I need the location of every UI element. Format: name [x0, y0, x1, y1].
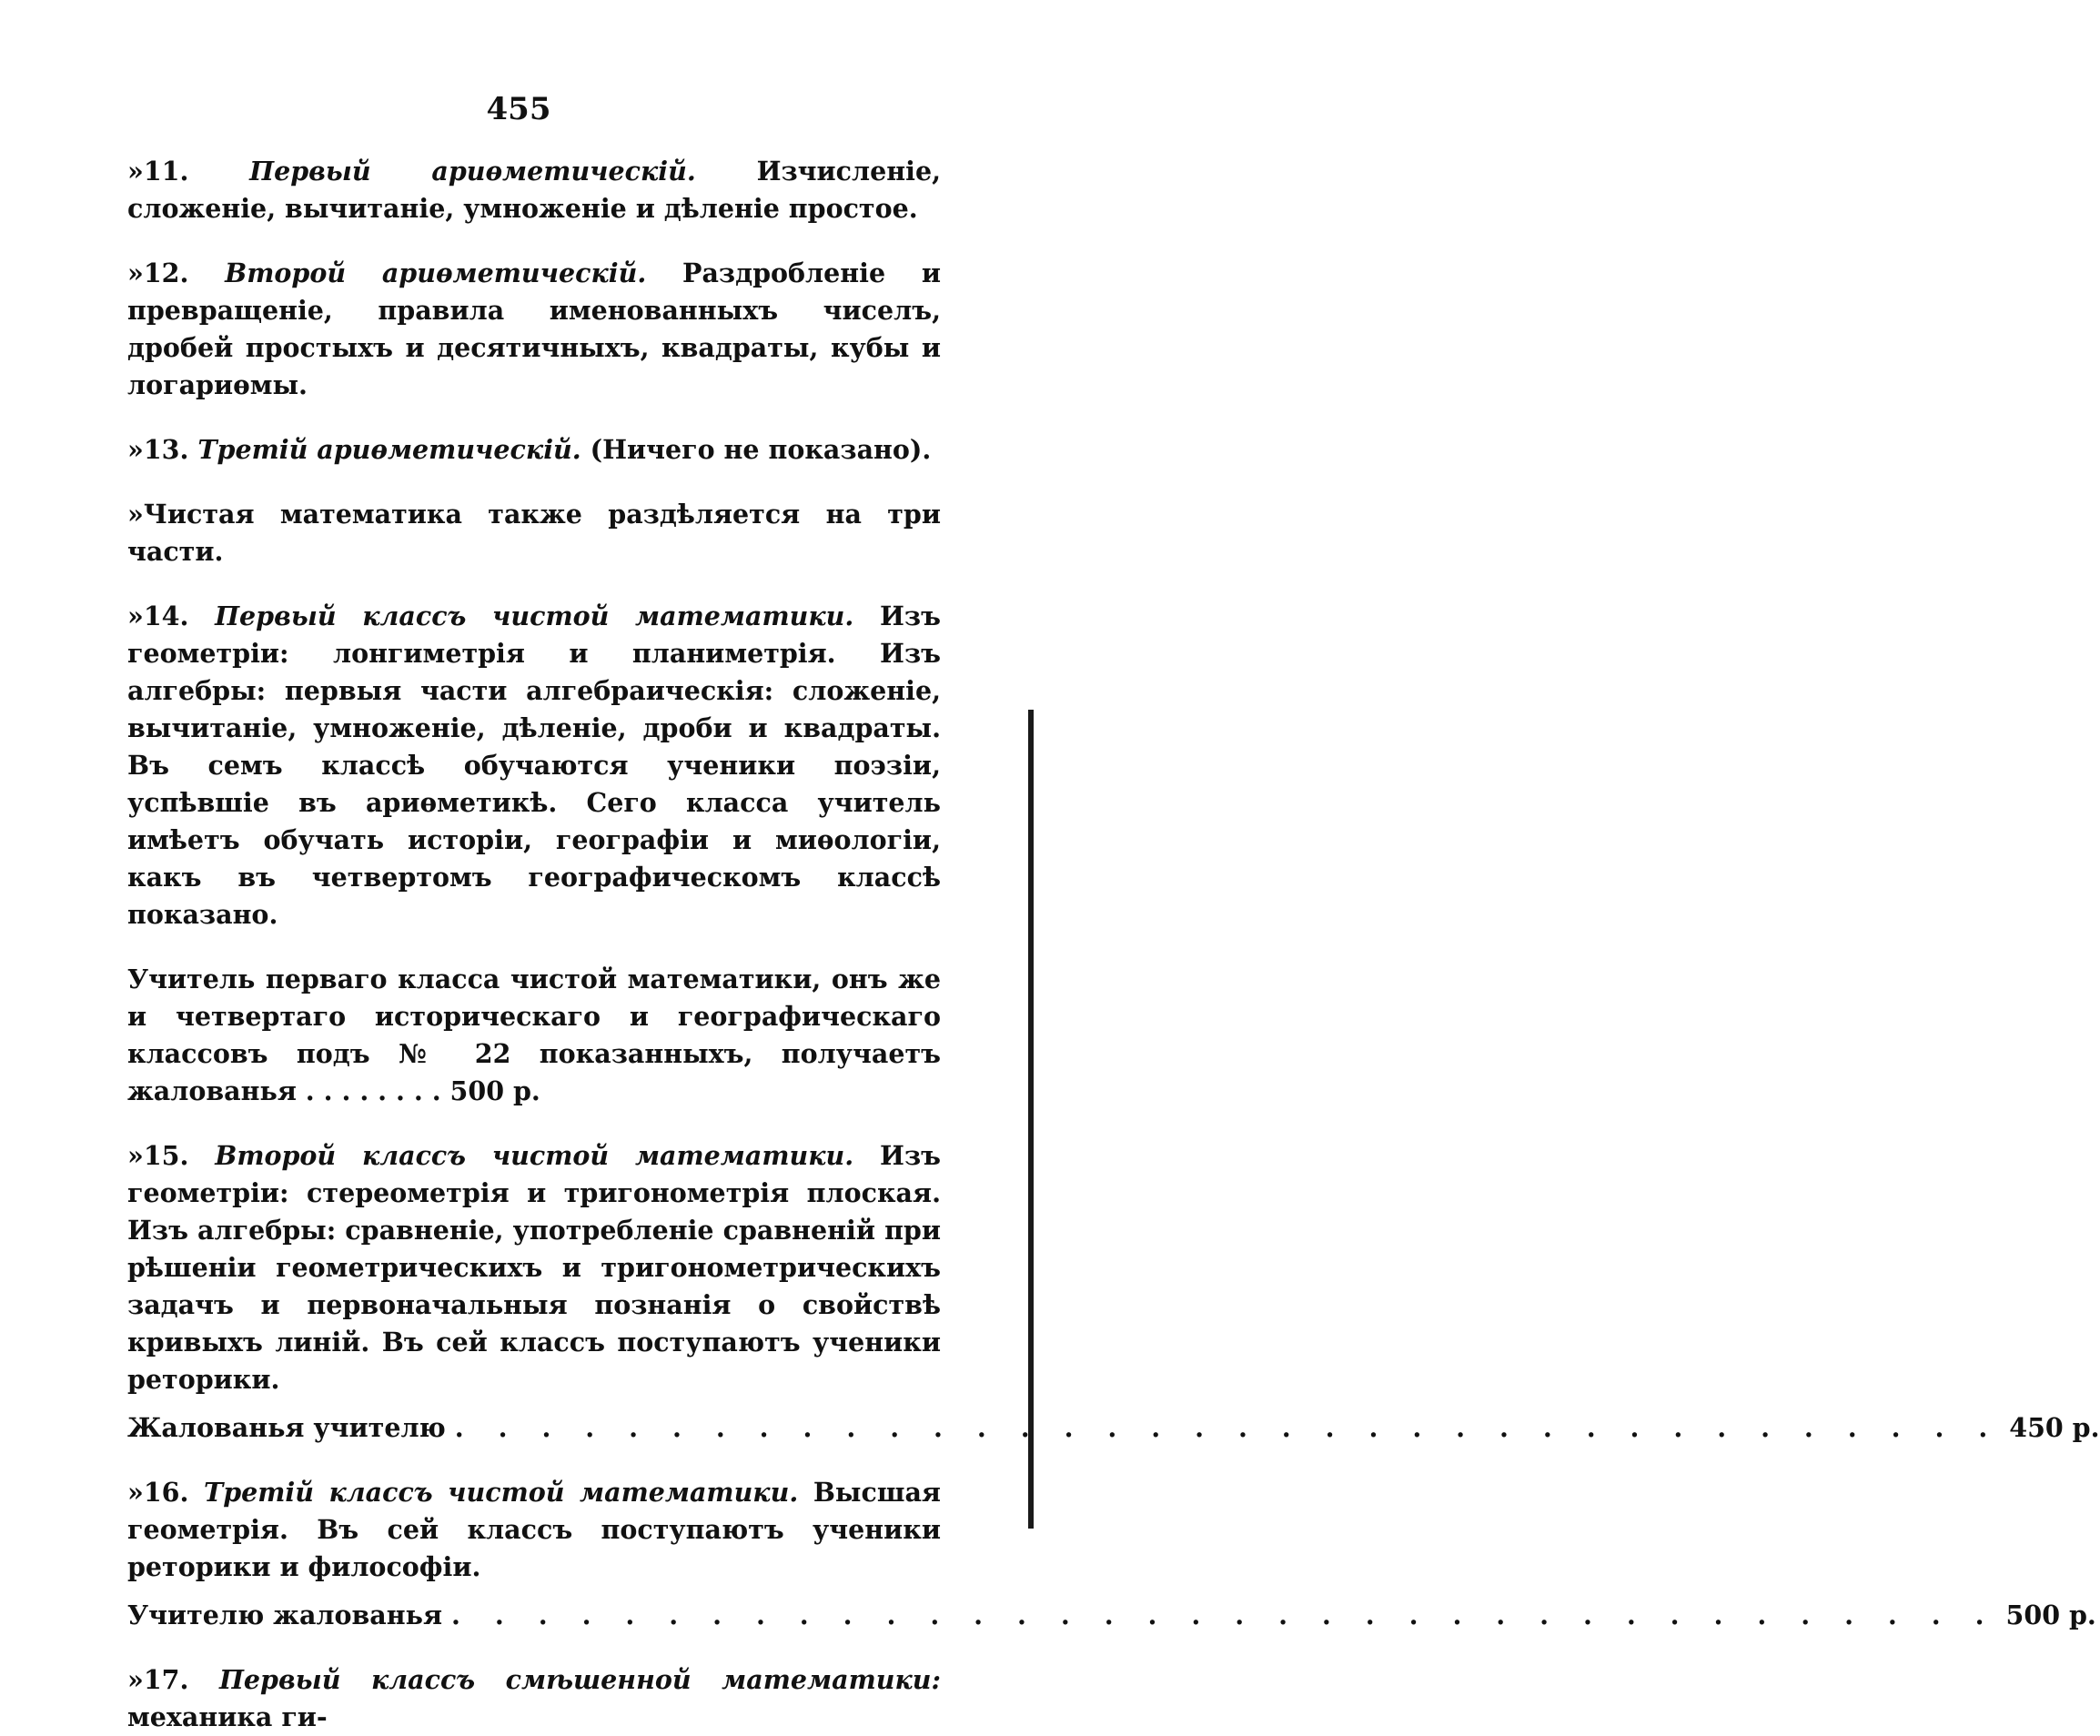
section-16	[66, 1474, 941, 1586]
section-body: Изчисленіе, сложеніе, вычитаніе, умноженіе и дѣленіе простое.	[127, 156, 941, 224]
section-body: (Ничего не показано).	[590, 434, 932, 465]
section-14	[66, 598, 941, 934]
page-number: 455	[486, 91, 551, 127]
section-body: Высшая геометрія. Въ сей классъ поступаютъ ученики реторики и философіи.	[127, 1477, 941, 1582]
page-text	[66, 153, 2100, 1736]
leader-dots: . . . . . . . . . . . . . . . . . . . . . . . . . . . . . . . . . . . .	[454, 1412, 2001, 1443]
salary-amount: 450 р.	[2009, 1412, 2100, 1443]
section-number: »17.	[127, 1664, 189, 1695]
section-title: Третій классъ чистой математики.	[203, 1477, 799, 1508]
section-12	[66, 255, 941, 404]
section-title: Первый классъ смѣшенной математики:	[219, 1664, 941, 1695]
section-15	[66, 1137, 941, 1398]
section-body: Изъ геометріи: стереометрія и тригонометрія плоская. Изъ алгебры: сравненіе, употребленіе сравненій при рѣшеніи геометрическихъ и тригонометрическихъ задачъ и первоначальныя познанія о свойствѣ кривыхъ линій. Въ сей классъ поступаютъ ученики реторики.	[127, 1140, 941, 1395]
section-title: Первый классъ чистой математики.	[215, 601, 854, 631]
section-title: Второй ариѳметическій.	[225, 257, 647, 288]
page-edge-shadow	[1028, 710, 1034, 1529]
salary-label: Учителю жалованья	[127, 1600, 443, 1630]
section-number: »11.	[127, 156, 189, 187]
section-number: »12.	[127, 257, 189, 288]
section-body: Изъ геометріи: лонгиметрія и планиметрія. Изъ алгебры: первыя части алгебраическія: сложеніе, вычитаніе, умноженіе, дѣленіе, дроби и квадраты. Въ семъ классѣ обучаются ученики поэзіи, успѣвшіе въ ариѳметикѣ. Сего класса учитель имѣетъ обучать исторіи, географіи и миѳологіи, какъ въ четвертомъ географическомъ классѣ показано.	[127, 601, 941, 930]
paragraph-text: Учитель перваго класса чистой математики, онъ же и четвертаго историческаго и географическаго классовъ подъ № 22 показанныхъ, получаетъ жалованья . . . . . . . . 500 р.	[127, 964, 941, 1106]
leader-dots: . . . . . . . . . . . . . . . . . . . . . . . . . . . . . . . . . . . .	[451, 1600, 1997, 1630]
section-title: Первый ариѳметическій.	[249, 156, 696, 187]
salary-amount: 500 р.	[2005, 1600, 2096, 1630]
section-13	[66, 431, 941, 469]
teacher-salary-paragraph	[66, 961, 941, 1110]
salary-line-16	[66, 1597, 2096, 1634]
section-number: »14.	[127, 601, 189, 631]
section-17	[66, 1661, 941, 1736]
pure-math-intro	[66, 496, 941, 570]
salary-label: Жалованья учителю	[127, 1412, 446, 1443]
section-title: Второй классъ чистой математики.	[215, 1140, 854, 1171]
section-number: »16.	[127, 1477, 189, 1508]
salary-line-15	[66, 1409, 2100, 1447]
paragraph-text: »Чистая математика также раздѣляется на три части.	[127, 499, 941, 567]
section-number: »15.	[127, 1140, 189, 1171]
section-body: Раздробленіе и превращеніе, правила именованныхъ чиселъ, дробей простыхъ и десятичныхъ, квадраты, кубы и логариѳмы.	[127, 257, 941, 400]
section-number: »13.	[127, 434, 189, 465]
section-11	[66, 153, 941, 227]
section-title: Третій ариѳметическій.	[197, 434, 581, 465]
section-body: механика ги-	[127, 1701, 328, 1732]
